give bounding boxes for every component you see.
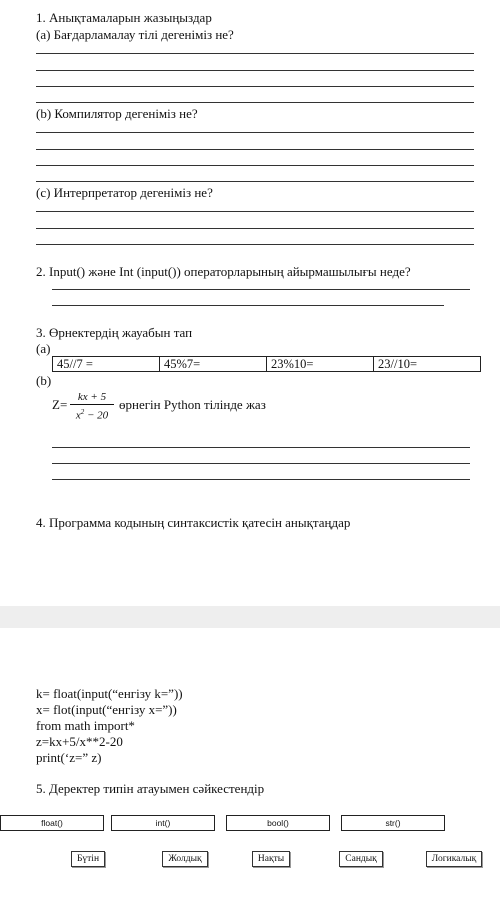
code-line: k= float(input(“енгізу k=”)) bbox=[36, 686, 183, 701]
page-gap bbox=[0, 606, 500, 628]
type-box-int[interactable]: int() bbox=[111, 815, 215, 831]
formula-numerator: kx + 5 bbox=[70, 391, 114, 405]
formula-denominator: $x^2 - 20$ bbox=[75, 408, 109, 422]
q1b-label: (b) Компилятор дегеніміз не? bbox=[36, 106, 198, 121]
code-line: z=kx+5/x**2-20 bbox=[36, 734, 123, 749]
answer-line[interactable] bbox=[36, 132, 474, 133]
answer-line[interactable] bbox=[36, 86, 474, 87]
answer-line[interactable] bbox=[36, 53, 474, 54]
type-box-float[interactable]: float() bbox=[0, 815, 104, 831]
name-box-numeric[interactable]: Сандық bbox=[328, 850, 394, 868]
code-line: x= flot(input(“енгізу x=”)) bbox=[36, 702, 177, 717]
code-line: print(‘z=” z) bbox=[36, 750, 102, 765]
expr-cell[interactable]: 23%10= bbox=[267, 357, 374, 372]
expr-cell[interactable]: 23//10= bbox=[374, 357, 481, 372]
expr-cell[interactable]: 45//7 = bbox=[53, 357, 160, 372]
q3a-label: (a) bbox=[36, 341, 51, 356]
answer-line[interactable] bbox=[52, 305, 444, 306]
answer-line[interactable] bbox=[36, 70, 474, 71]
type-box-bool[interactable]: bool() bbox=[226, 815, 330, 831]
answer-line[interactable] bbox=[36, 149, 474, 150]
formula-instruction: өрнегін Python тілінде жаз bbox=[119, 397, 266, 412]
q1a-label: (a) Бағдарламалау тілі дегеніміз не? bbox=[36, 27, 234, 42]
answer-line[interactable] bbox=[52, 289, 470, 290]
answer-line[interactable] bbox=[52, 463, 470, 464]
q1c-label: (c) Интерпретатор дегеніміз не? bbox=[36, 185, 213, 200]
name-box-logical[interactable]: Логикалық bbox=[414, 850, 494, 868]
answer-line[interactable] bbox=[36, 181, 474, 182]
answer-line[interactable] bbox=[36, 244, 474, 245]
answer-line[interactable] bbox=[36, 165, 474, 166]
formula-fraction bbox=[70, 391, 114, 423]
q2-title: 2. Input() және Int (input()) операторларының айырмашылығы неде? bbox=[36, 264, 411, 279]
type-box-str[interactable]: str() bbox=[341, 815, 445, 831]
q4-title: 4. Программа кодының синтаксистік қатесін анықтаңдар bbox=[36, 515, 351, 530]
answer-line[interactable] bbox=[36, 228, 474, 229]
q1-title: 1. Анықтамаларын жазыңыздар bbox=[36, 10, 212, 25]
code-line: from math import* bbox=[36, 718, 135, 733]
name-box-real[interactable]: Нақты bbox=[238, 850, 304, 868]
name-box-integer[interactable]: Бүтін bbox=[58, 850, 118, 868]
answer-line[interactable] bbox=[52, 447, 470, 448]
q3b-label: (b) bbox=[36, 373, 52, 388]
answer-line[interactable] bbox=[36, 211, 474, 212]
answer-line[interactable] bbox=[36, 102, 474, 103]
worksheet-page-2 bbox=[0, 628, 500, 904]
formula-prefix: Z= bbox=[52, 397, 68, 412]
answer-line[interactable] bbox=[52, 479, 470, 480]
name-box-string[interactable]: Жолдық bbox=[150, 850, 220, 868]
expr-cell[interactable]: 45%7= bbox=[160, 357, 267, 372]
expression-table bbox=[52, 356, 481, 372]
q3-title: 3. Өрнектердің жауабын тап bbox=[36, 325, 193, 340]
q5-title: 5. Деректер типін атауымен сәйкестендір bbox=[36, 781, 265, 796]
